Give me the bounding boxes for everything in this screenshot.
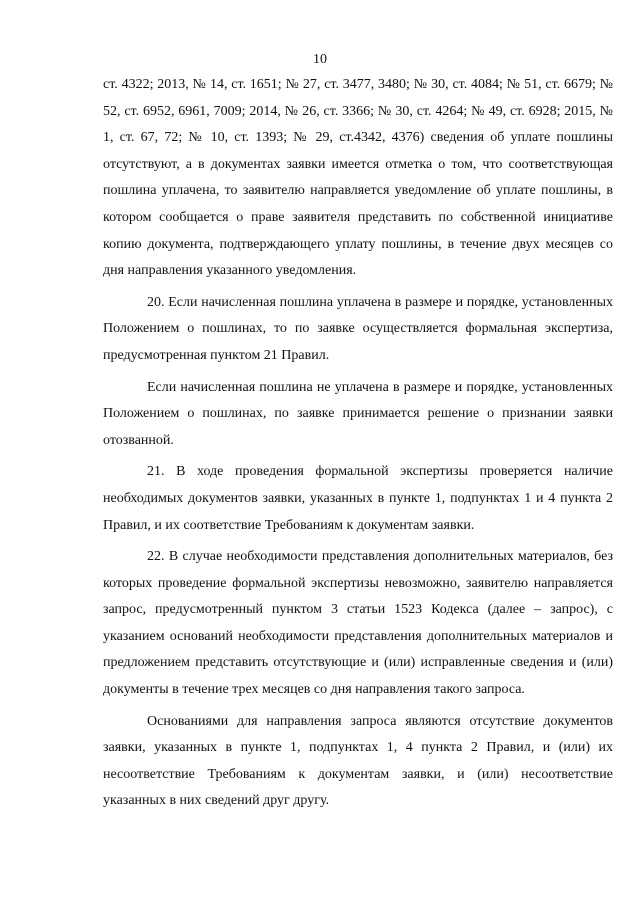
paragraph-20-unpaid: Если начисленная пошлина не уплачена в размере и порядке, установленных Положением о пошлинах, по заявке принимается решение о признании заявки отозванной. xyxy=(103,379,613,448)
paragraph-continuation: ст. 4322; 2013, № 14, ст. 1651; № 27, ст. 3477, 3480; № 30, ст. 4084; № 51, ст. 6679; № 52, ст. 6952, 6961, 7009; 2014, № 26, ст. 3366; № 30, ст. 4264; № 49, ст. 6928; 2015, № 1, ст. 67, 72; № 10, ст. 1393; № 29, ст.4342, 4376) сведения об уплате пошлины отсутствуют, а в документах заявки имеется отметка о том, что соответствующая пошлина уплачена, то заявителю направляется уведомление об уплате пошлины, в котором сообщается о праве заявителя представить по собственной инициативе копию документа, подтверждающего уплату пошлины, в течение двух месяцев со дня направления указанного уведомления. xyxy=(103,77,613,279)
page-number: 10 xyxy=(313,52,327,67)
paragraph-22: 22. В случае необходимости представления дополнительных материалов, без которых проведение формальной экспертизы невозможно, заявителю направляется запрос, предусмотренный пунктом 3 статьи 1523 Кодекса (далее – запрос), с указанием оснований необходимости представления дополнительных материалов и предложением представить отсутствующие и (или) исправленные сведения и (или) документы в течение трех месяцев со дня направления такого запроса. xyxy=(103,549,613,698)
paragraph-22-grounds: Основаниями для направления запроса являются отсутствие документов заявки, указанных в пункте 1, подпунктах 1, 4 пункта 2 Правил, и (или) их несоответствие Требованиям к документам заявки, и (или) несоответствие указанных в них сведений друг другу. xyxy=(103,713,613,809)
paragraph-20: 20. Если начисленная пошлина уплачена в размере и порядке, установленных Положением о пошлинах, то по заявке осуществляется формальная экспертиза, предусмотренная пунктом 21 Правил. xyxy=(103,294,613,363)
document-body xyxy=(103,72,613,820)
paragraph-21: 21. В ходе проведения формальной экспертизы проверяется наличие необходимых документов заявки, указанных в пункте 1, подпунктах 1 и 4 пункта 2 Правил, и их соответствие Требованиям к документам заявки. xyxy=(103,464,613,533)
